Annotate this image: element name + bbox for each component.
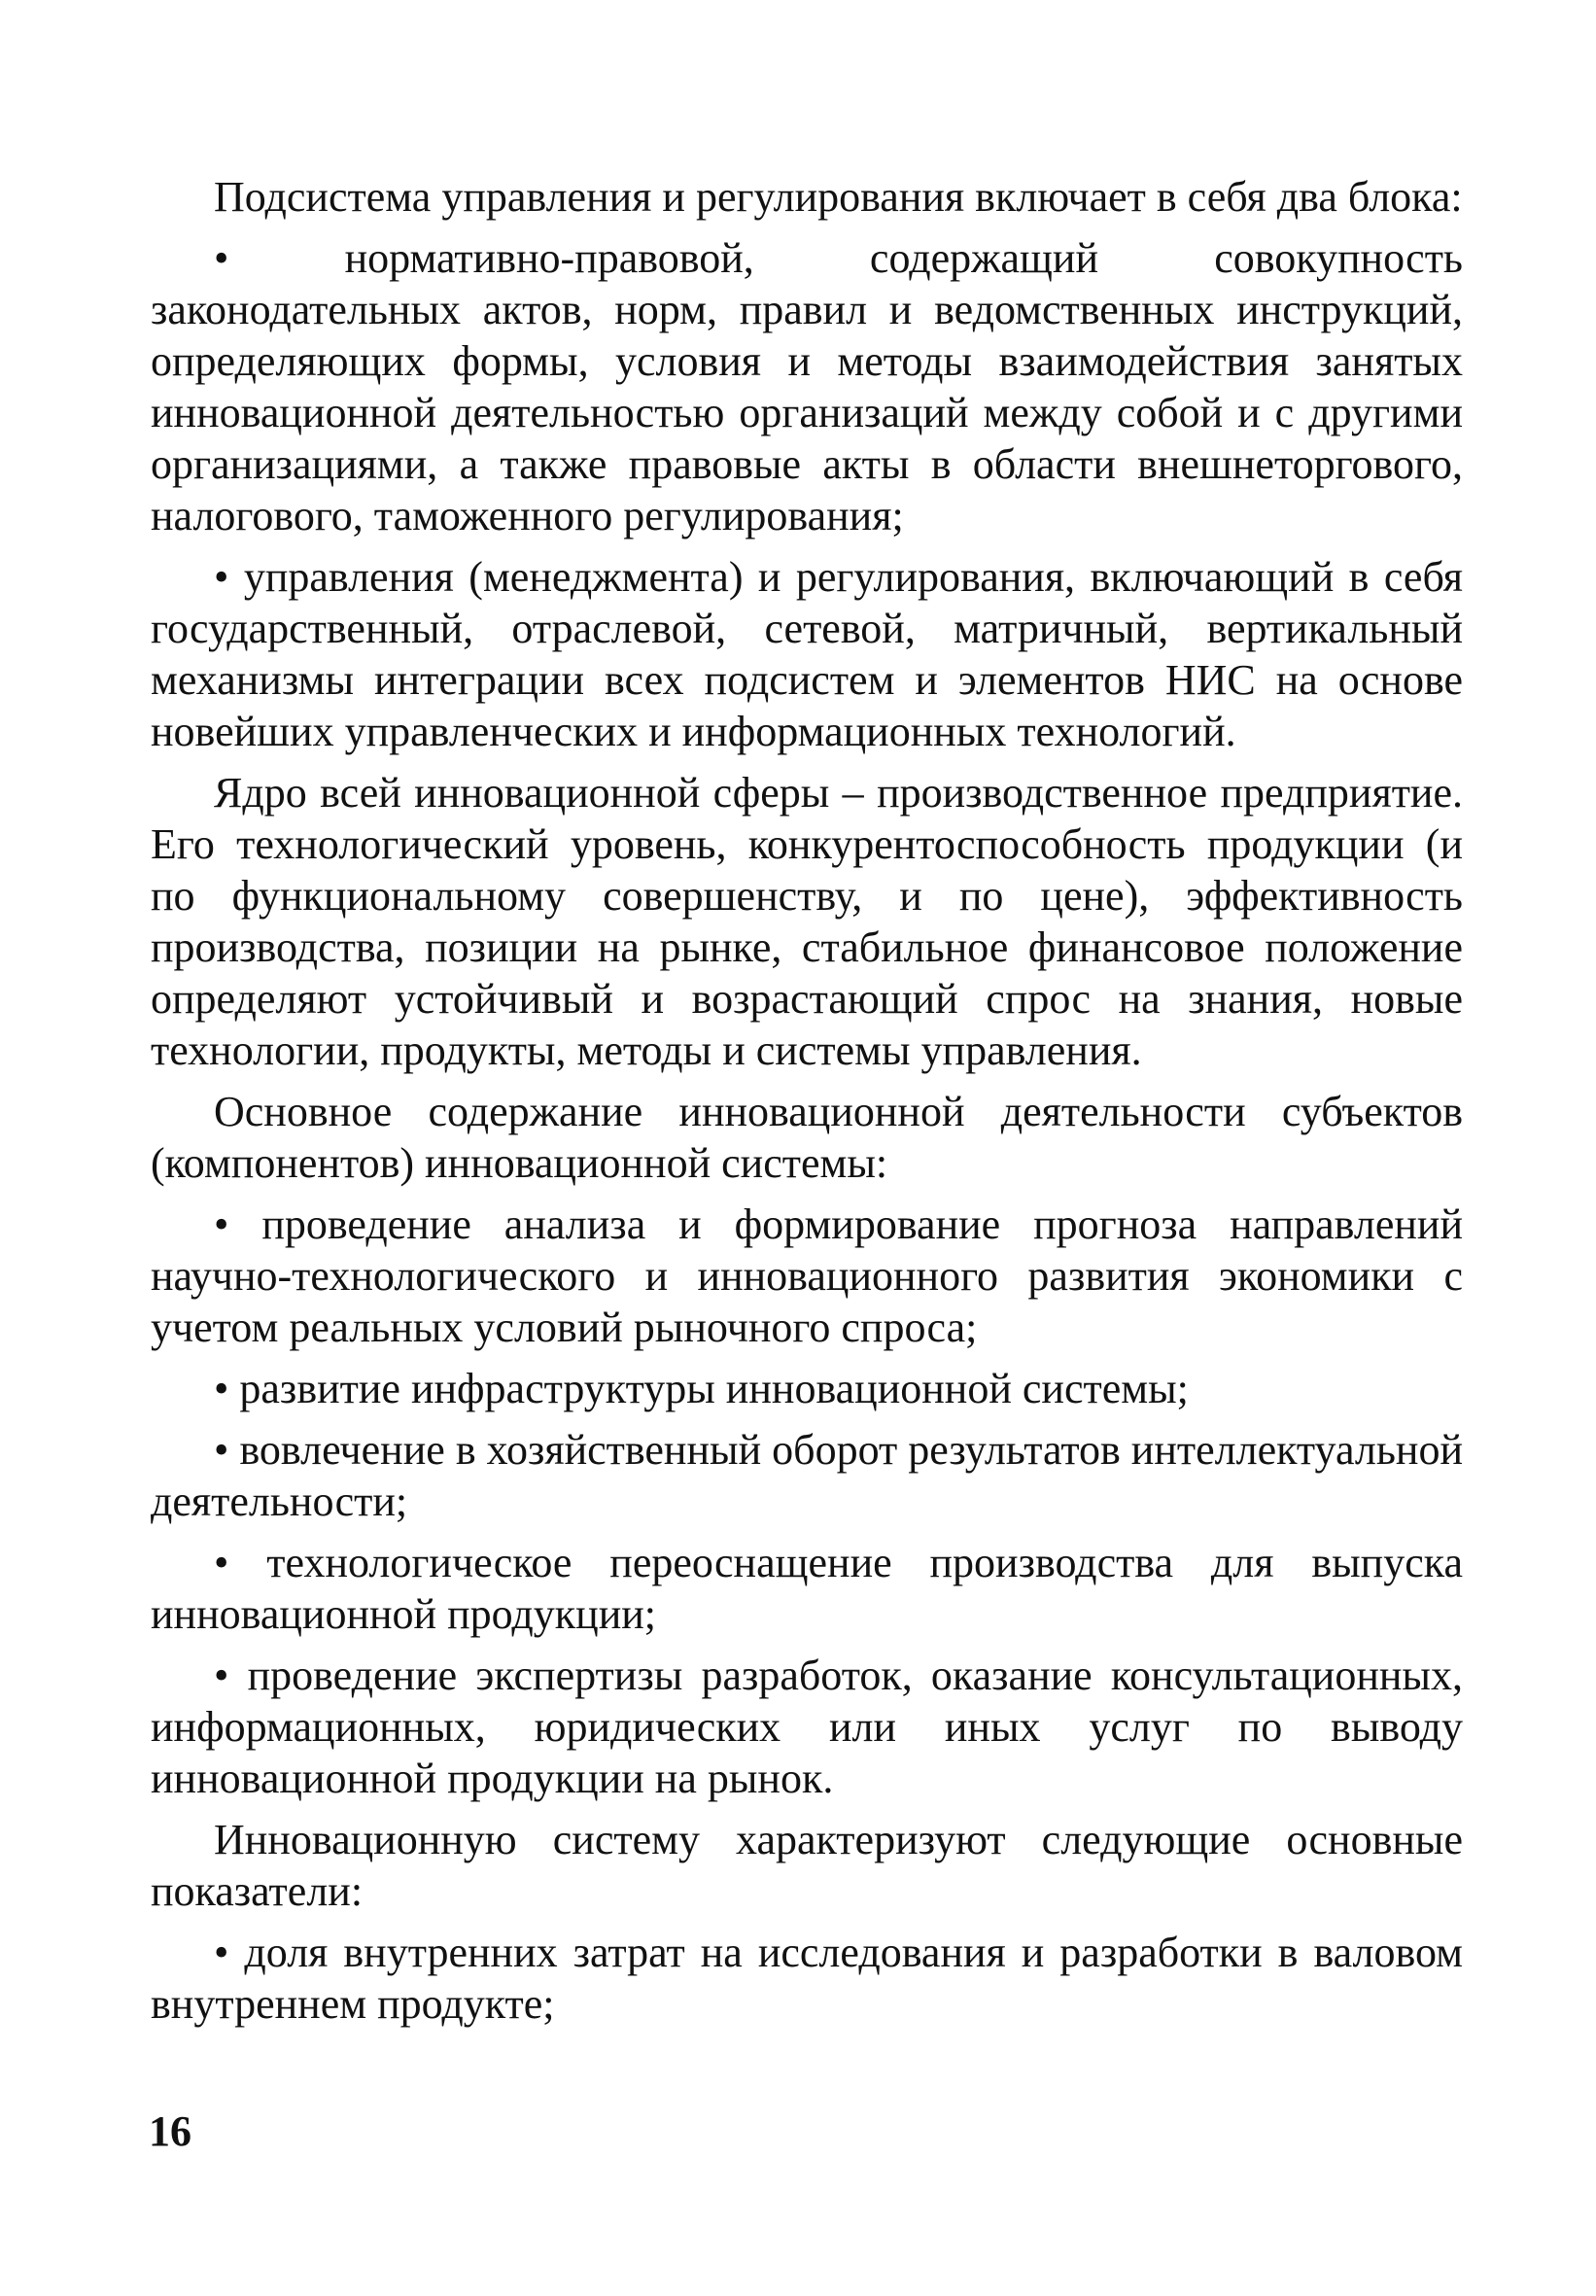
bullet-expertise-services: • проведение экспертизы разработок, оказание консультационных, информационных, юридических или иных услуг по выводу инновационной продукции на рынок. <box>151 1652 1463 1802</box>
page-number: 16 <box>149 2107 191 2155</box>
bullet-rd-share-gdp: • доля внутренних затрат на исследования и разработки в валовом внутреннем продукте; <box>151 1929 1463 2028</box>
bullet-technological-reequipment: • технологическое переоснащение производства для выпуска инновационной продукции; <box>151 1539 1463 1638</box>
bullet-normative-legal: • нормативно-правовой, содержащий совокупность законодательных актов, норм, правил и ведомственных инструкций, определяющих формы, условия и методы взаимодействия занятых инновационной деятельностью организаций между собой и с другими организациями, а также правовые акты в области внешнеторгового, налогового, таможенного регулирования; <box>151 234 1463 539</box>
paragraph-intro-subsystem: Подсистема управления и регулирования включает в себя два блока: <box>214 173 1463 221</box>
paragraph-indicators-intro: Инновационную систему характеризуют следующие основные показатели: <box>151 1816 1463 1915</box>
bullet-management-regulation: • управления (менеджмента) и регулирования, включающий в себя государственный, отраслевой, сетевой, матричный, вертикальный механизмы интеграции всех подсистем и элементов НИС на основе новейших управленческих и информационных технологий. <box>151 553 1463 755</box>
bullet-infrastructure: • развитие инфраструктуры инновационной системы; <box>214 1365 1189 1412</box>
paragraph-core-enterprise: Ядро всей инновационной сферы – производственное предприятие. Его технологический уровень, конкурентоспособность продукции (и по функциональному совершенству, и по цене), эффективность производства, позиции на рынке, стабильное финансовое положение определяют устойчивый и возрастающий спрос на знания, новые технологии, продукты, методы и системы управления. <box>151 769 1463 1074</box>
bullet-economic-turnover: • вовлечение в хозяйственный оборот результатов интеллектуальной деятельности; <box>151 1426 1463 1525</box>
paragraph-main-content: Основное содержание инновационной деятельности субъектов (компонентов) инновационной системы: <box>151 1088 1463 1187</box>
bullet-analysis-forecast: • проведение анализа и формирование прогноза направлений научно-технологического и инновационного развития экономики с учетом реальных условий рыночного спроса; <box>151 1200 1463 1351</box>
body-text <box>151 171 1463 2039</box>
